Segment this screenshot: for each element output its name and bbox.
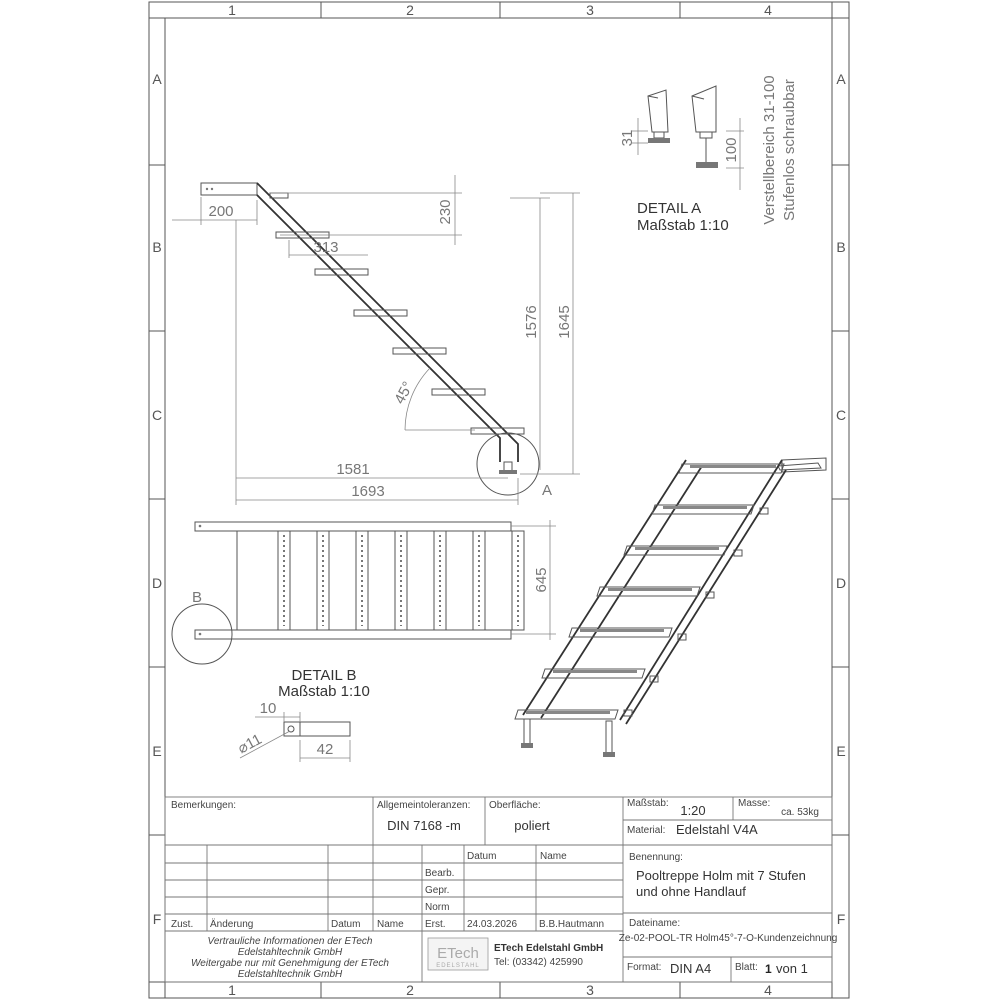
detail-b-scale: Maßstab 1:10 bbox=[278, 683, 370, 700]
format-value: DIN A4 bbox=[670, 961, 712, 976]
zone-row-a-right: A bbox=[836, 71, 846, 87]
zone-row-e-right: E bbox=[836, 743, 846, 759]
format-label: Format: bbox=[627, 962, 662, 973]
name-column-label: Name bbox=[540, 851, 567, 862]
dim-height-total: 1645 bbox=[556, 305, 573, 339]
detail-a-circle bbox=[477, 433, 539, 495]
detail-b-marker: B bbox=[192, 589, 203, 606]
zone-row-a-left: A bbox=[152, 71, 162, 87]
zone-row-c-right: C bbox=[835, 407, 847, 423]
zone-col-3-bottom: 3 bbox=[586, 982, 594, 998]
zone-col-4-top: 4 bbox=[764, 2, 772, 18]
surface-label: Oberfläche: bbox=[489, 800, 541, 811]
row-erst: Erst. bbox=[425, 919, 446, 930]
row-bearb: Bearb. bbox=[425, 868, 455, 879]
mass-value: ca. 53kg bbox=[781, 807, 819, 818]
detail-b-dim-a: 10 bbox=[259, 700, 277, 717]
sheet-total: von 1 bbox=[776, 961, 808, 976]
company-phone: Tel: (03342) 425990 bbox=[494, 957, 583, 968]
zone-row-d-right: D bbox=[835, 575, 847, 591]
zone-col-1-top: 1 bbox=[228, 2, 236, 18]
confidential-line-2: Edelstahltechnik GmbH bbox=[237, 947, 343, 958]
zone-row-c-left: C bbox=[151, 407, 163, 423]
zone-row-d-left: D bbox=[151, 575, 163, 591]
zone-col-1-bottom: 1 bbox=[228, 982, 236, 998]
rev-name-label: Name bbox=[377, 919, 404, 930]
zone-col-4-bottom: 4 bbox=[764, 982, 772, 998]
zone-row-b-left: B bbox=[152, 239, 162, 255]
detail-b-dim-b: 42 bbox=[316, 741, 334, 758]
zone-row-f-left: F bbox=[152, 911, 162, 927]
zone-row-e-left: E bbox=[152, 743, 162, 759]
top-view bbox=[172, 520, 556, 664]
sheet-label: Blatt: bbox=[735, 962, 758, 973]
date-column-label: Datum bbox=[467, 851, 497, 862]
row-gepr: Gepr. bbox=[425, 885, 450, 896]
detail-b-view bbox=[235, 667, 370, 762]
detail-a-dim-max: 100 bbox=[723, 137, 740, 163]
erst-name: B.B.Hautmann bbox=[539, 919, 605, 930]
rev-datum-label: Datum bbox=[331, 919, 361, 930]
detail-a-scale: Maßstab 1:10 bbox=[637, 217, 729, 234]
dim-angle: 45° bbox=[391, 378, 417, 407]
designation-line-1: Pooltreppe Holm mit 7 Stufen bbox=[636, 868, 806, 883]
filename-value: Ze-02-POOL-TR Holm45°-7-O-Kundenzeichnung bbox=[618, 933, 838, 944]
dim-offset: 200 bbox=[208, 203, 234, 220]
scale-label: Maßstab: bbox=[627, 798, 669, 809]
rev-aenderung-label: Änderung bbox=[210, 919, 254, 930]
detail-a-title: DETAIL A bbox=[637, 200, 702, 217]
designation-label: Benennung: bbox=[629, 852, 683, 863]
isometric-view bbox=[515, 458, 826, 757]
rev-zust-label: Zust. bbox=[171, 919, 194, 930]
sheet-number: 1 bbox=[765, 962, 772, 976]
detail-a-marker: A bbox=[542, 482, 553, 499]
zone-col-3-top: 3 bbox=[586, 2, 594, 18]
confidential-line-1: Vertrauliche Informationen der ETech bbox=[207, 936, 373, 947]
zone-row-f-right: F bbox=[836, 911, 846, 927]
stringer bbox=[257, 183, 518, 462]
detail-b-circle bbox=[172, 604, 232, 664]
top-bracket bbox=[201, 183, 257, 195]
top-view-width-dim: 645 bbox=[533, 567, 550, 593]
detail-a-dim-min: 31 bbox=[619, 129, 636, 147]
scale-value: 1:20 bbox=[680, 803, 706, 818]
title-block bbox=[165, 797, 837, 982]
company-logo bbox=[428, 938, 488, 970]
detail-a-view bbox=[619, 75, 798, 234]
dim-rise-top: 230 bbox=[437, 199, 454, 225]
detail-a-note-stepless: Stufenlos schraubbar bbox=[781, 79, 798, 221]
dim-tread-depth: 313 bbox=[313, 239, 339, 256]
surface-value: poliert bbox=[514, 818, 550, 833]
material-label: Material: bbox=[627, 825, 666, 836]
top-view-treads bbox=[278, 531, 512, 630]
designation-line-2: und ohne Handlauf bbox=[636, 884, 746, 899]
dim-length-inner: 1581 bbox=[336, 461, 370, 478]
material-value: Edelstahl V4A bbox=[676, 822, 758, 837]
detail-b-dim-diameter: ⌀11 bbox=[235, 730, 265, 758]
mass-label: Masse: bbox=[738, 798, 771, 809]
tolerance-value: DIN 7168 -m bbox=[387, 818, 461, 833]
side-view bbox=[172, 175, 580, 505]
filename-label: Dateiname: bbox=[629, 918, 681, 929]
zone-col-2-bottom: 2 bbox=[406, 982, 414, 998]
confidential-line-4: Edelstahltechnik GmbH bbox=[237, 969, 343, 980]
confidential-line-3: Weitergabe nur mit Genehmigung der ETech bbox=[191, 958, 389, 969]
dim-height-inner: 1576 bbox=[523, 305, 540, 339]
detail-a-note-range: Verstellbereich 31-100 bbox=[761, 75, 778, 225]
dim-length-total: 1693 bbox=[351, 483, 385, 500]
logo-sub-text: EDELSTAHL bbox=[436, 963, 480, 969]
remarks-label: Bemerkungen: bbox=[171, 800, 237, 811]
logo-main-text: ETech bbox=[437, 945, 479, 962]
row-norm: Norm bbox=[425, 902, 450, 913]
detail-b-title: DETAIL B bbox=[291, 667, 357, 684]
tolerance-label: Allgemeintoleranzen: bbox=[377, 800, 471, 811]
zone-col-2-top: 2 bbox=[406, 2, 414, 18]
zone-row-b-right: B bbox=[836, 239, 846, 255]
company-name: ETech Edelstahl GmbH bbox=[494, 943, 604, 954]
erst-date: 24.03.2026 bbox=[467, 919, 518, 930]
